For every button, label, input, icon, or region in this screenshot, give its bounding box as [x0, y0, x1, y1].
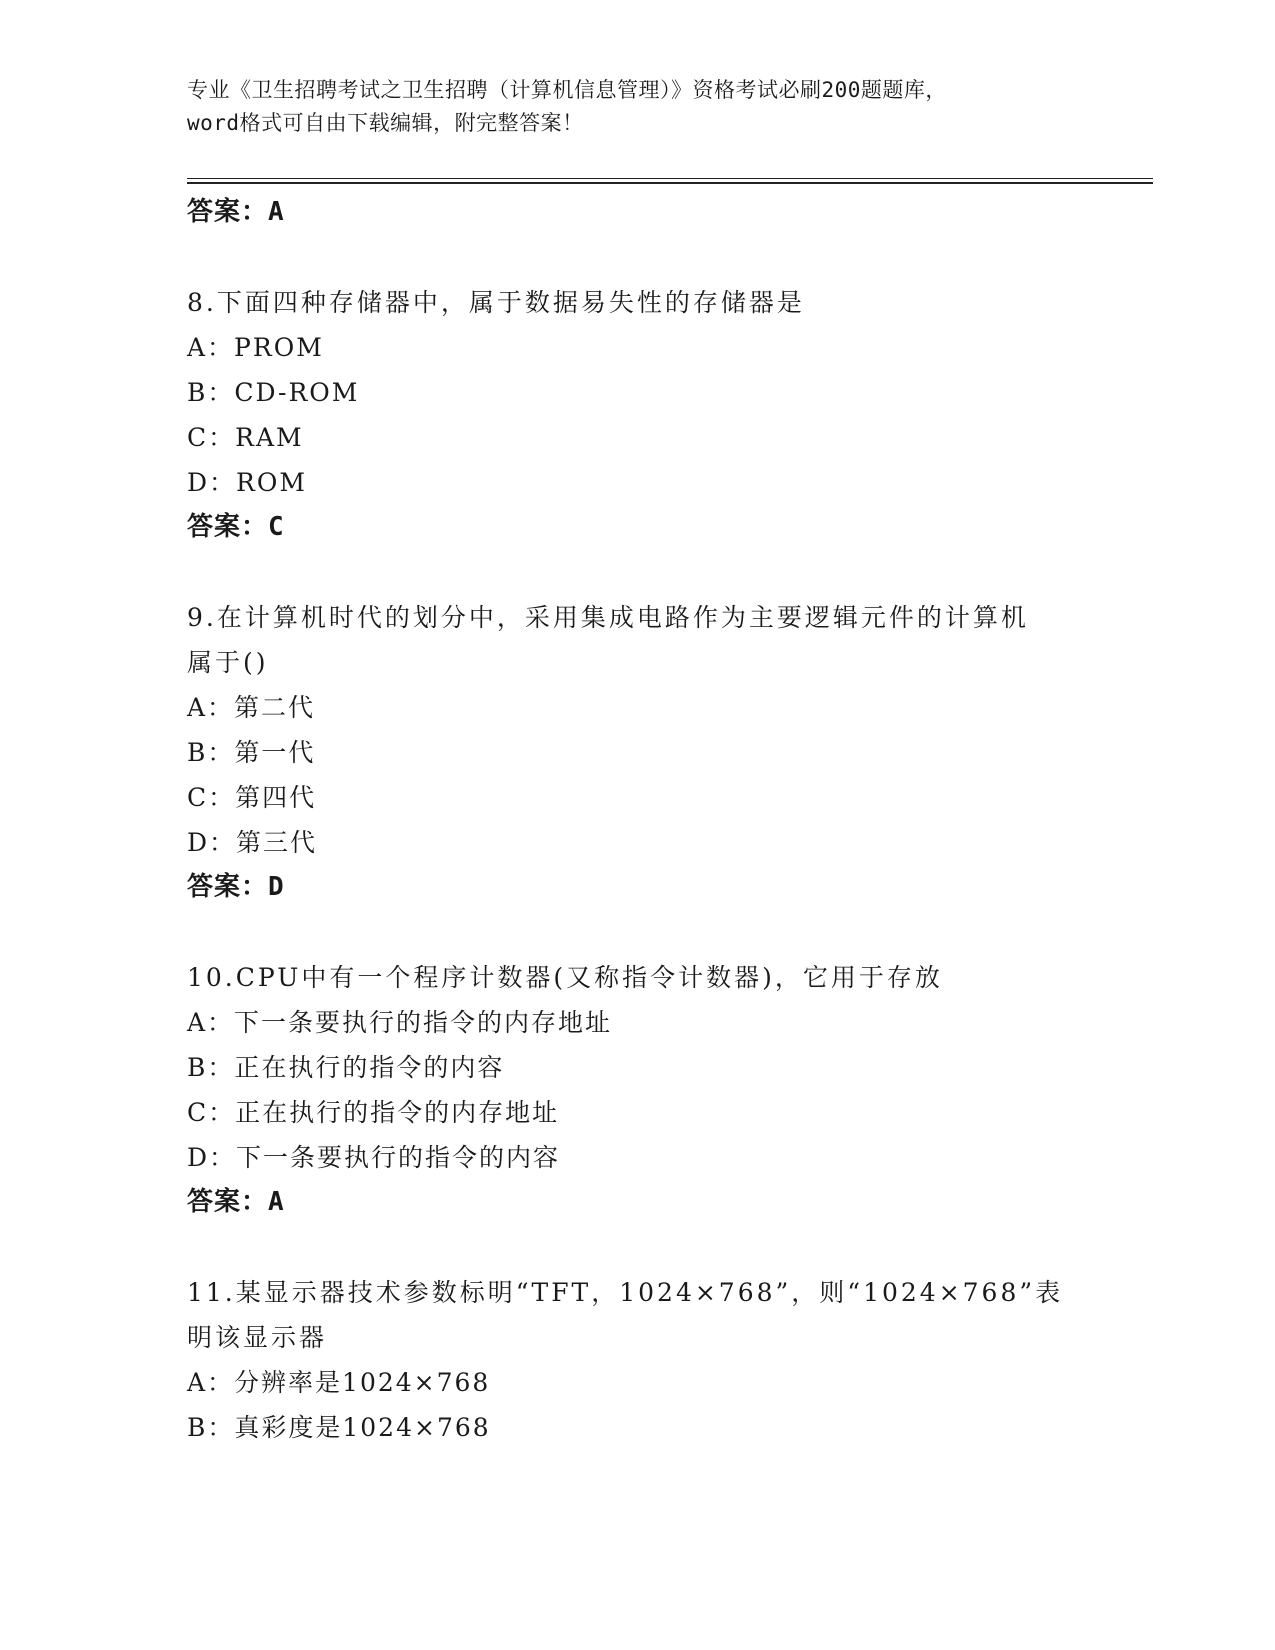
question-11-line-1: 11.某显示器技术参数标明“TFT，1024×768”，则“1024×768”表	[187, 1278, 1064, 1307]
option-q10-c: C：正在执行的指令的内存地址	[187, 1098, 560, 1127]
option-q10-b: B：正在执行的指令的内容	[187, 1053, 505, 1082]
question-list	[187, 190, 1087, 1450]
question-10: 10.CPU中有一个程序计数器(又称指令计数器)，它用于存放	[187, 963, 943, 992]
option-q8-b: B：CD-ROM	[187, 378, 360, 407]
spacer	[187, 235, 1087, 280]
header-line-1: 专业《卫生招聘考试之卫生招聘（计算机信息管理）》资格考试必刷200题题库，	[187, 78, 947, 102]
question-9-line-2: 属于()	[187, 648, 269, 677]
question-8: 8.下面四种存储器中，属于数据易失性的存储器是	[187, 288, 805, 317]
option-q9-c: C：第四代	[187, 783, 317, 812]
option-q10-d: D：下一条要执行的指令的内容	[187, 1143, 561, 1172]
option-q8-d: D：ROM	[187, 468, 307, 497]
document-header	[187, 74, 1087, 140]
option-q9-a: A：第二代	[187, 693, 316, 722]
option-q11-a: A：分辨率是1024×768	[187, 1368, 491, 1397]
answer-q9: 答案：D	[187, 872, 285, 902]
question-11-line-2: 明该显示器	[187, 1323, 328, 1352]
option-q10-a: A：下一条要执行的指令的内存地址	[187, 1008, 613, 1037]
header-line-2: word格式可自由下载编辑，附完整答案！	[187, 111, 584, 135]
answer-q10: 答案：A	[187, 1187, 285, 1217]
option-q9-b: B：第一代	[187, 738, 316, 767]
question-9-line-1: 9.在计算机时代的划分中，采用集成电路作为主要逻辑元件的计算机	[187, 603, 1029, 632]
option-q11-b: B：真彩度是1024×768	[187, 1413, 491, 1442]
option-q8-a: A：PROM	[187, 333, 324, 362]
answer-q8: 答案：C	[187, 512, 285, 542]
spacer	[187, 1225, 1087, 1270]
answer-q7: 答案：A	[187, 197, 285, 227]
option-q9-d: D：第三代	[187, 828, 318, 857]
header-divider-thick	[187, 182, 1153, 184]
spacer	[187, 910, 1087, 955]
option-q8-c: C：RAM	[187, 423, 304, 452]
spacer	[187, 550, 1087, 595]
header-divider-thin	[187, 178, 1153, 179]
